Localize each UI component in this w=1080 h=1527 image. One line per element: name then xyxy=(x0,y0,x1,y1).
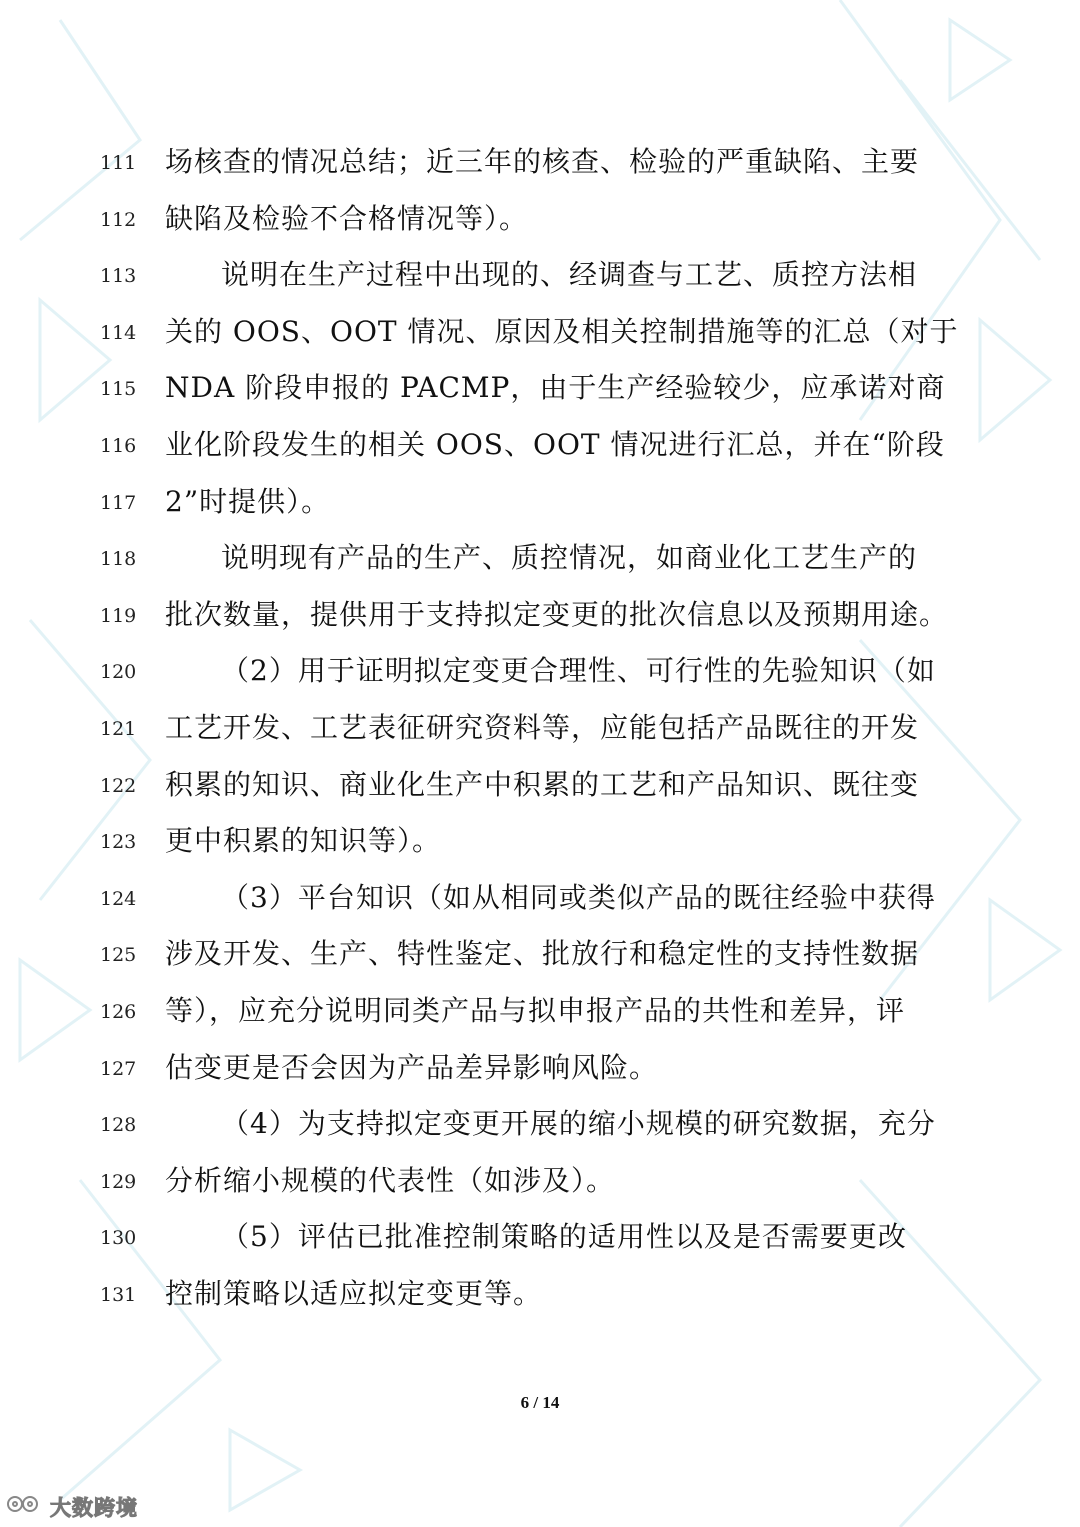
text-line xyxy=(0,981,1080,1037)
line-text: （2）用于证明拟定变更合理性、可行性的先验知识（如 xyxy=(221,654,936,687)
line-text: 批次数量，提供用于支持拟定变更的批次信息以及预期用途。 xyxy=(165,598,949,631)
text-line xyxy=(0,189,1080,245)
line-text: 说明现有产品的生产、质控情况，如商业化工艺生产的 xyxy=(221,541,918,574)
line-text: 业化阶段发生的相关 OOS、OOT 情况进行汇总，并在“阶段 xyxy=(165,428,945,461)
text-line xyxy=(0,1207,1080,1263)
text-line xyxy=(0,528,1080,584)
brand-logo-icon xyxy=(6,1492,46,1516)
line-number: 131 xyxy=(100,1284,137,1306)
line-number: 121 xyxy=(100,718,137,740)
text-line xyxy=(0,472,1080,528)
text-line xyxy=(0,1038,1080,1094)
text-line xyxy=(0,641,1080,697)
line-text: 更中积累的知识等）。 xyxy=(165,824,442,857)
line-number: 124 xyxy=(100,888,137,910)
text-line xyxy=(0,302,1080,358)
line-text: 场核查的情况总结；近三年的核查、检验的严重缺陷、主要 xyxy=(165,145,920,178)
line-text: 积累的知识、商业化生产中积累的工艺和产品知识、既往变 xyxy=(165,768,920,801)
line-text: 控制策略以适应拟定变更等。 xyxy=(165,1277,543,1310)
line-text: 等），应充分说明同类产品与拟申报产品的共性和差异，评 xyxy=(165,994,906,1027)
text-line xyxy=(0,698,1080,754)
brand-watermark xyxy=(6,1490,166,1520)
text-line xyxy=(0,415,1080,471)
line-text: NDA 阶段申报的 PACMP，由于生产经验较少，应承诺对商 xyxy=(165,371,946,404)
text-line xyxy=(0,1094,1080,1150)
line-text: 工艺开发、工艺表征研究资料等，应能包括产品既往的开发 xyxy=(165,711,920,744)
line-text: （3）平台知识（如从相同或类似产品的既往经验中获得 xyxy=(221,881,936,914)
line-number: 112 xyxy=(100,209,137,231)
text-line xyxy=(0,755,1080,811)
line-number: 130 xyxy=(100,1227,137,1249)
line-number: 114 xyxy=(100,322,137,344)
line-number: 111 xyxy=(100,152,137,174)
line-number: 126 xyxy=(100,1001,137,1023)
line-number: 125 xyxy=(100,944,137,966)
line-number: 117 xyxy=(100,492,137,514)
text-line xyxy=(0,924,1080,980)
line-text: 2”时提供）。 xyxy=(165,485,331,518)
brand-text: 大数跨境 xyxy=(50,1496,138,1520)
line-number: 113 xyxy=(100,265,137,287)
line-number: 119 xyxy=(100,605,137,627)
text-line xyxy=(0,132,1080,188)
line-text: 涉及开发、生产、特性鉴定、批放行和稳定性的支持性数据 xyxy=(165,937,920,970)
line-text: 分析缩小规模的代表性（如涉及）。 xyxy=(165,1164,616,1197)
line-number: 122 xyxy=(100,775,137,797)
line-number: 123 xyxy=(100,831,137,853)
line-text: （4）为支持拟定变更开展的缩小规模的研究数据，充分 xyxy=(221,1107,936,1140)
text-line xyxy=(0,868,1080,924)
line-number: 120 xyxy=(100,661,137,683)
line-text: 说明在生产过程中出现的、经调查与工艺、质控方法相 xyxy=(221,258,918,291)
text-line xyxy=(0,585,1080,641)
page-number: 6 / 14 xyxy=(520,1393,560,1412)
text-line xyxy=(0,811,1080,867)
line-number: 115 xyxy=(100,378,137,400)
line-number: 118 xyxy=(100,548,137,570)
line-text: （5）评估已批准控制策略的适用性以及是否需要更改 xyxy=(221,1220,907,1253)
text-line xyxy=(0,1151,1080,1207)
line-number: 129 xyxy=(100,1171,137,1193)
text-line xyxy=(0,245,1080,301)
line-text: 缺陷及检验不合格情况等）。 xyxy=(165,202,529,235)
line-text: 关的 OOS、OOT 情况、原因及相关控制措施等的汇总（对于 xyxy=(165,315,959,348)
text-line xyxy=(0,358,1080,414)
line-number: 127 xyxy=(100,1058,137,1080)
line-text: 估变更是否会因为产品差异影响风险。 xyxy=(165,1051,659,1084)
line-number: 116 xyxy=(100,435,137,457)
line-number: 128 xyxy=(100,1114,137,1136)
text-line xyxy=(0,1264,1080,1320)
